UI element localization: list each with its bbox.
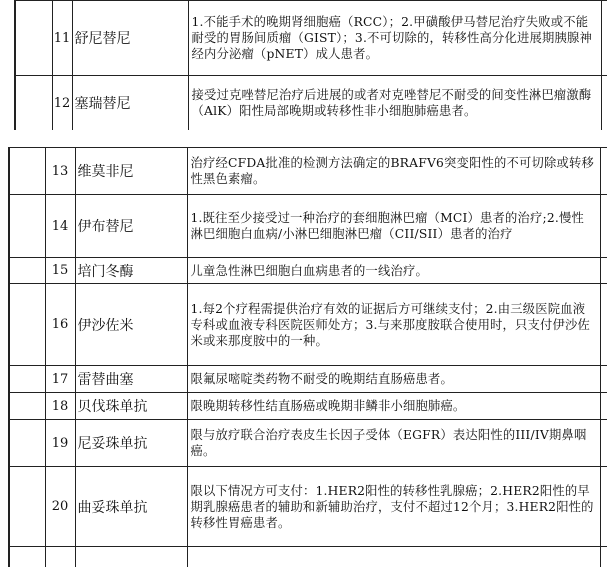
table-row <box>9 467 607 547</box>
table-row <box>15 1 607 76</box>
indication-text: 1.每2个疗程需提供治疗有效的证据后方可继续支付；2.由三级医院血液专科或血液专科医院医师处方；3.与来那度胺联合使用时，只支付伊沙佐米或来那度胺中的一种。 <box>187 284 600 366</box>
table-row <box>9 148 607 195</box>
page-gap <box>0 130 607 147</box>
blank-cell <box>9 366 45 393</box>
row-number: 17 <box>45 366 75 393</box>
drug-name: 培门冬酶 <box>75 258 187 284</box>
row-number: 18 <box>45 393 75 420</box>
indication-text: 治疗经CFDA批准的检测方法确定的BRAFV6突变阳性的不可切除或转移性黑色素瘤。 <box>187 148 600 195</box>
indication-text: 限氟尿嘧啶类药物不耐受的晚期结直肠癌患者。 <box>187 366 600 393</box>
blank-cell <box>600 195 607 258</box>
row-number: 11 <box>52 1 72 76</box>
table-row <box>9 393 607 420</box>
blank-cell <box>600 258 607 284</box>
blank-cell <box>9 148 45 195</box>
drug-name: 塞瑞替尼 <box>72 76 188 131</box>
blank-cell <box>15 76 52 131</box>
table-row <box>9 195 607 258</box>
row-number: 15 <box>45 258 75 284</box>
indication-text: 儿童急性淋巴细胞白血病患者的一线治疗。 <box>187 258 600 284</box>
row-number: 19 <box>45 420 75 467</box>
drug-name: 维莫非尼 <box>75 148 187 195</box>
blank-cell <box>9 420 45 467</box>
indication-text: 限晚期转移性结直肠癌或晚期非鳞非小细胞肺癌。 <box>187 393 600 420</box>
row-number: 14 <box>45 195 75 258</box>
indication-text: 接受过克唑替尼治疗后进展的或者对克唑替尼不耐受的间变性淋巴瘤激酶（AlK）阳性局部晚期或转移性非小细胞肺癌患者。 <box>188 76 601 131</box>
row-number: 12 <box>52 76 72 131</box>
drug-name: 伊沙佐米 <box>75 284 187 366</box>
blank-cell <box>600 420 607 467</box>
blank-cell <box>601 1 607 76</box>
table-row <box>9 258 607 284</box>
blank-cell <box>601 76 607 131</box>
table-row <box>9 420 607 467</box>
table-row <box>15 76 607 131</box>
drug-name: 伊布替尼 <box>75 195 187 258</box>
table-row <box>9 366 607 393</box>
blank-cell <box>9 284 45 366</box>
row-number: 20 <box>45 467 75 547</box>
blank-cell <box>600 284 607 366</box>
drug-table-upper <box>14 0 607 131</box>
drug-name: 舒尼替尼 <box>72 1 188 76</box>
row-number: 16 <box>45 284 75 366</box>
indication-text: 限以下情况方可支付：1.HER2阳性的转移性乳腺癌；2.HER2阳性的早期乳腺癌患者的辅助和新辅助治疗，支付不超过12个月；3.HER2阳性的转移性胃癌患者。 <box>187 467 600 547</box>
table-row <box>9 284 607 366</box>
drug-name: 贝伐珠单抗 <box>75 393 187 420</box>
blank-cell <box>9 195 45 258</box>
blank-cell <box>600 366 607 393</box>
blank-cell <box>600 148 607 195</box>
drug-table-lower <box>8 147 607 567</box>
row-number: 13 <box>45 148 75 195</box>
drug-name: 雷替曲塞 <box>75 366 187 393</box>
blank-cell <box>600 467 607 547</box>
indication-text: 1.不能手术的晚期肾细胞癌（RCC）；2.甲磺酸伊马替尼治疗失败或不能耐受的胃肠间质瘤（GIST）；3.不可切除的，转移性高分化进展期胰腺神经内分泌瘤（pNET）成人患者。 <box>188 1 601 76</box>
blank-cell <box>9 467 45 547</box>
indication-text: 1.既往至少接受过一种治疗的套细胞淋巴瘤（MCI）患者的治疗;2.慢性淋巴细胞白血病/小淋巴细胞淋巴瘤（CII/SII）患者的治疗 <box>187 195 600 258</box>
drug-name: 尼妥珠单抗 <box>75 420 187 467</box>
blank-cell <box>600 393 607 420</box>
blank-cell <box>15 1 52 76</box>
drug-name: 曲妥珠单抗 <box>75 467 187 547</box>
blank-cell <box>9 393 45 420</box>
indication-text: 限与放疗联合治疗表皮生长因子受体（EGFR）表达阳性的III/IV期鼻咽癌。 <box>187 420 600 467</box>
blank-cell <box>9 258 45 284</box>
